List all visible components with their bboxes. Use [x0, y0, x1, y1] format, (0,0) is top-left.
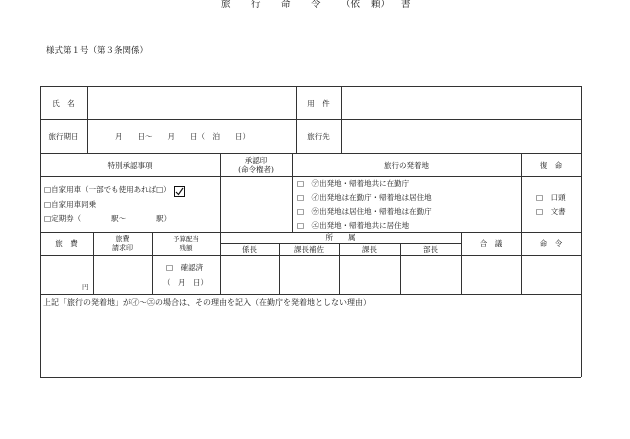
- business-label: 用 件: [307, 99, 330, 108]
- rule-seal-left: [220, 153, 221, 294]
- rule-left: [40, 86, 41, 377]
- rule-right: [581, 86, 582, 377]
- budget-header-2: 残額: [179, 244, 193, 252]
- claim-seal-header-1: 旅費: [115, 235, 130, 243]
- command-header: 命 令: [539, 239, 563, 248]
- special-approval-header: 特別承認事項: [107, 161, 153, 170]
- return-option-oral: □ 口頭: [536, 193, 566, 202]
- dept-col-manager: 部長: [423, 245, 438, 254]
- dept-col-director: 課長: [362, 245, 377, 254]
- rule-top: [40, 86, 581, 87]
- confirmed-checkbox: □ 確認済: [166, 263, 204, 272]
- special-item-ride-along: □自家用車同乗: [44, 200, 97, 209]
- rule-row1: [40, 119, 581, 120]
- return-option-document: □ 文書: [536, 207, 566, 216]
- return-command-header: 復 命: [539, 161, 563, 170]
- rule-row2: [40, 153, 581, 154]
- rule-row5: [40, 255, 581, 256]
- special-item-private-car: □自家用車（一部でも使用あれば□）: [44, 185, 171, 194]
- special-item-commuter-pass: □定期券（ 駅〜 駅）: [44, 214, 172, 223]
- destination-label: 旅行先: [307, 132, 330, 141]
- approval-seal-header: 承認印: [244, 156, 268, 165]
- departure-option-a: □ ㋐出発地・帰着地共に在勤庁: [297, 179, 410, 188]
- dept-col-chief: 係長: [242, 245, 257, 254]
- title-char-7: 書: [401, 0, 411, 10]
- travel-period-template: 月 日〜 月 日（ 泊 日）: [115, 132, 250, 141]
- departure-header: 旅行の発着地: [384, 161, 429, 170]
- rule-label-col: [87, 86, 88, 153]
- approval-seal-subheader: (命令権者): [238, 165, 274, 174]
- claim-seal-header-2: 請求印: [112, 244, 133, 252]
- departure-option-b: □ ㋑出発地は在勤庁・帰着地は居住地: [297, 193, 432, 202]
- checkbox-checked-icon: [174, 186, 185, 197]
- title-char-2: 行: [251, 0, 261, 10]
- yen-unit: 円: [82, 283, 89, 291]
- rule-dept-sub: [220, 243, 461, 244]
- rule-mid-label-col: [341, 86, 342, 153]
- departure-option-d: □ ㋓出発地・帰着地共に居住地: [297, 221, 410, 230]
- rule-row3: [40, 176, 581, 177]
- title-char-6: 頼）: [371, 0, 391, 10]
- travel-period-label: 旅行期日: [48, 132, 79, 141]
- title-char-1: 旅: [221, 0, 231, 10]
- department-header: 所 属: [325, 233, 356, 242]
- rule-row4: [40, 232, 581, 233]
- dept-col-assistant-director: 課長補佐: [294, 245, 324, 254]
- rule-return-col: [521, 153, 522, 294]
- rule-row6: [40, 294, 581, 295]
- departure-option-c: □ ㋒出発地は居住地・帰着地は在勤庁: [297, 207, 432, 216]
- title-char-3: 命: [281, 0, 291, 10]
- budget-header-1: 予算配当: [173, 235, 199, 243]
- travel-expense-header: 旅 費: [55, 239, 78, 248]
- reason-instruction: 上記「旅行の発着地」が㋑〜㋓の場合は、その理由を記入（在勤庁を発着地としない理由）: [43, 298, 371, 307]
- name-label: 氏 名: [52, 99, 75, 108]
- form-number: 様式第１号（第３条関係）: [46, 46, 149, 56]
- confirmed-date: （ 月 日）: [163, 278, 208, 287]
- rule-bottom: [40, 377, 581, 378]
- title-char-4: 令: [311, 0, 321, 10]
- rule-mid-col: [296, 86, 297, 153]
- consultation-header: 合 議: [479, 239, 503, 248]
- title-char-5: （依: [341, 0, 361, 10]
